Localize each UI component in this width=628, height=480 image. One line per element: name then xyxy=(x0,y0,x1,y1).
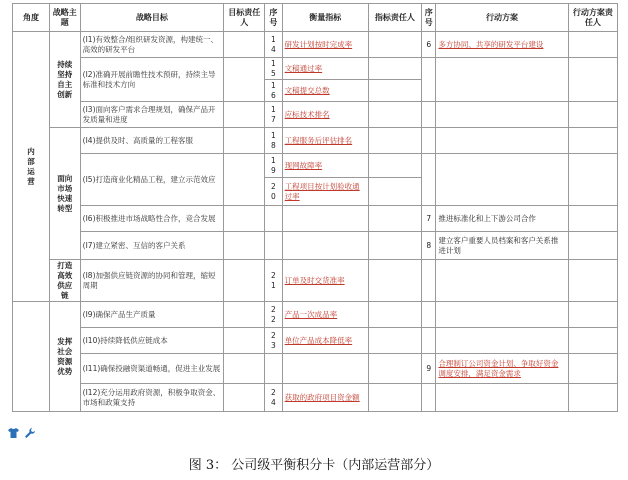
measure-owner-cell xyxy=(368,102,421,128)
wrench-icon[interactable] xyxy=(25,428,35,441)
header-goal-owner: 目标责任人 xyxy=(224,4,265,32)
action-owner-cell xyxy=(568,354,617,384)
seq2-cell xyxy=(422,102,436,128)
seq-digit: 4 xyxy=(271,44,276,54)
seq-cell xyxy=(265,354,282,384)
seq-digit: 2 xyxy=(271,330,276,340)
seq2-cell: 6 xyxy=(422,32,436,58)
seq-digit: 2 xyxy=(271,387,276,397)
action-cell xyxy=(436,58,568,102)
seq-digit: 4 xyxy=(271,397,276,407)
seq-digit: 7 xyxy=(271,114,276,124)
theme-label: 持续坚持自主创新 xyxy=(57,59,73,99)
aspect-label: 内部运营 xyxy=(27,146,35,186)
seq-digit: 1 xyxy=(271,58,276,68)
seq-cell xyxy=(265,206,282,232)
goal-cell: (I4)提供及时、高质量的工程客服 xyxy=(80,128,224,154)
measure-cell: 订单及时交货准率 xyxy=(282,260,368,302)
theme-cell-4 xyxy=(49,302,80,412)
action-owner-cell xyxy=(568,58,617,102)
seq-digit: 5 xyxy=(271,68,276,78)
seq-cell xyxy=(265,80,282,102)
goal-owner-cell xyxy=(224,384,265,412)
seq-digit: 2 xyxy=(271,270,276,280)
seq-digit: 1 xyxy=(271,80,276,90)
action-cell xyxy=(436,328,568,354)
seq2-cell xyxy=(422,260,436,302)
header-seq1: 序号 xyxy=(265,4,282,32)
measure-cell: 应标技术排名 xyxy=(282,102,368,128)
action-owner-cell xyxy=(568,302,617,328)
aspect-cell-blank xyxy=(13,302,50,412)
measure-owner-cell xyxy=(368,178,421,206)
seq2-cell xyxy=(422,58,436,102)
seq-digit: 2 xyxy=(271,304,276,314)
table-row xyxy=(13,354,618,384)
table-row xyxy=(13,32,618,58)
seq-digit: 3 xyxy=(271,340,276,350)
goal-cell: (I10)持续降低供应链成本 xyxy=(80,328,224,354)
seq-digit: 8 xyxy=(271,140,276,150)
measure-owner-cell xyxy=(368,154,421,178)
measure-owner-cell xyxy=(368,128,421,154)
action-owner-cell xyxy=(568,260,617,302)
seq-cell xyxy=(265,260,282,302)
goal-owner-cell xyxy=(224,354,265,384)
table-row xyxy=(13,102,618,128)
measure-cell: 文稿提交总数 xyxy=(282,80,368,102)
table-row xyxy=(13,384,618,412)
header-action-owner: 行动方案责任人 xyxy=(568,4,617,32)
action-cell: 推进标准化和上下游公司合作 xyxy=(436,206,568,232)
measure-owner-cell xyxy=(368,32,421,58)
measure-owner-cell xyxy=(368,384,421,412)
action-cell: 合理制订公司资金计划、争取好资金调度安排，满足资金需求 xyxy=(436,354,568,384)
action-cell: 建立客户重要人员档案和客户关系推进计划 xyxy=(436,232,568,260)
goal-owner-cell xyxy=(224,206,265,232)
goal-cell: (I8)加强供应链资源的协同和管理，缩短周期 xyxy=(80,260,224,302)
action-cell xyxy=(436,260,568,302)
header-goal: 战略目标 xyxy=(80,4,224,32)
action-owner-cell xyxy=(568,232,617,260)
action-owner-cell xyxy=(568,206,617,232)
table-row xyxy=(13,260,618,302)
goal-owner-cell xyxy=(224,58,265,102)
seq-digit: 9 xyxy=(271,165,276,175)
action-cell xyxy=(436,384,568,412)
measure-cell xyxy=(282,206,368,232)
goal-owner-cell xyxy=(224,154,265,206)
goal-cell: (I6)积极推进市场战略性合作，竞合发展 xyxy=(80,206,224,232)
action-cell xyxy=(436,128,568,154)
seq-cell xyxy=(265,328,282,354)
seq2-cell: 8 xyxy=(422,232,436,260)
header-theme: 战略主题 xyxy=(49,4,80,32)
action-owner-cell xyxy=(568,384,617,412)
seq-cell xyxy=(265,302,282,328)
measure-owner-cell xyxy=(368,328,421,354)
seq-digit: 2 xyxy=(271,314,276,324)
measure-owner-cell xyxy=(368,260,421,302)
table-row xyxy=(13,232,618,260)
header-measure-owner: 指标责任人 xyxy=(368,4,421,32)
goal-cell: (I5)打造商业化精品工程，建立示范效应 xyxy=(80,154,224,206)
measure-owner-cell xyxy=(368,206,421,232)
seq-digit: 1 xyxy=(271,130,276,140)
action-owner-cell xyxy=(568,328,617,354)
seq2-cell xyxy=(422,128,436,154)
table-row xyxy=(13,128,618,154)
action-owner-cell xyxy=(568,128,617,154)
seq2-cell xyxy=(422,328,436,354)
aspect-cell xyxy=(13,32,50,302)
measure-cell: 产品一次成品率 xyxy=(282,302,368,328)
balanced-scorecard-table xyxy=(12,3,618,412)
measure-cell: 获取的政府项目资金额 xyxy=(282,384,368,412)
seq2-cell: 7 xyxy=(422,206,436,232)
seq2-cell xyxy=(422,384,436,412)
header-action: 行动方案 xyxy=(436,4,568,32)
measure-owner-cell xyxy=(368,232,421,260)
measure-cell xyxy=(282,232,368,260)
seq-digit: 6 xyxy=(271,90,276,100)
table-row xyxy=(13,154,618,178)
goal-owner-cell xyxy=(224,102,265,128)
measure-cell: 现网故障率 xyxy=(282,154,368,178)
seq2-cell xyxy=(422,154,436,206)
seq2-cell: 9 xyxy=(422,354,436,384)
seq-cell xyxy=(265,32,282,58)
action-owner-cell xyxy=(568,154,617,206)
header-row xyxy=(13,4,618,32)
seq-digit: 1 xyxy=(271,155,276,165)
measure-owner-cell xyxy=(368,58,421,80)
image-toolbar xyxy=(8,428,37,441)
goal-cell: (I12)充分运用政府资源，积极争取资金、市场和政策支持 xyxy=(80,384,224,412)
measure-cell xyxy=(282,354,368,384)
seq-digit: 1 xyxy=(271,34,276,44)
measure-cell: 文稿通过率 xyxy=(282,58,368,80)
seq-digit: 0 xyxy=(271,191,276,201)
header-seq2: 序号 xyxy=(422,4,436,32)
goal-owner-cell xyxy=(224,128,265,154)
theme-cell-1 xyxy=(49,32,80,128)
seq-cell xyxy=(265,232,282,260)
goal-owner-cell xyxy=(224,328,265,354)
seq2-cell xyxy=(422,302,436,328)
theme-label: 打造高效供应链 xyxy=(57,260,73,300)
action-cell xyxy=(436,154,568,206)
header-aspect: 角度 xyxy=(13,4,50,32)
goal-cell: (I11)确保投融资渠道畅通，促进主业发展 xyxy=(80,354,224,384)
measure-owner-cell xyxy=(368,354,421,384)
goal-owner-cell xyxy=(224,32,265,58)
seq-digit: 1 xyxy=(271,104,276,114)
action-cell: 多方协同、共享的研发平台建设 xyxy=(436,32,568,58)
goal-cell: (I3)面向客户需求合理规划，确保产品开发质量和进度 xyxy=(80,102,224,128)
theme-label: 发挥社会资源优势 xyxy=(57,336,73,376)
measure-owner-cell xyxy=(368,80,421,102)
measure-cell: 工程服务后评估排名 xyxy=(282,128,368,154)
theme-cell-3 xyxy=(49,260,80,302)
theme-label: 面向市场快速转型 xyxy=(57,173,73,213)
seq-cell xyxy=(265,128,282,154)
measure-cell: 单位产品成本降低率 xyxy=(282,328,368,354)
seq-cell xyxy=(265,384,282,412)
table-row xyxy=(13,58,618,80)
action-cell xyxy=(436,102,568,128)
action-owner-cell xyxy=(568,32,617,58)
table-row xyxy=(13,206,618,232)
goal-cell: (I2)准确开展前瞻性技术预研，持续主导标准和技术方向 xyxy=(80,58,224,102)
seq-cell xyxy=(265,154,282,178)
table-row xyxy=(13,328,618,354)
header-measure: 衡量指标 xyxy=(282,4,368,32)
seq-cell xyxy=(265,102,282,128)
seq-digit: 1 xyxy=(271,280,276,290)
measure-cell: 工程项目按计划验收通过率 xyxy=(282,178,368,206)
figure-caption: 图 3： 公司级平衡积分卡（内部运营部分） xyxy=(188,458,440,473)
goal-owner-cell xyxy=(224,232,265,260)
goal-owner-cell xyxy=(224,302,265,328)
measure-cell: 研发计划按时完成率 xyxy=(282,32,368,58)
goal-owner-cell xyxy=(224,260,265,302)
action-cell xyxy=(436,302,568,328)
seq-cell xyxy=(265,58,282,80)
theme-cell-2 xyxy=(49,128,80,260)
seq-digit: 2 xyxy=(271,181,276,191)
goal-cell: (I7)建立紧密、互信的客户关系 xyxy=(80,232,224,260)
goal-cell: (I9)确保产品生产质量 xyxy=(80,302,224,328)
goal-cell: (I1)有效整合/组织研发资源，构建统一、高效的研发平台 xyxy=(80,32,224,58)
shirt-icon[interactable] xyxy=(8,428,19,441)
measure-owner-cell xyxy=(368,302,421,328)
table-row xyxy=(13,302,618,328)
seq-cell xyxy=(265,178,282,206)
action-owner-cell xyxy=(568,102,617,128)
